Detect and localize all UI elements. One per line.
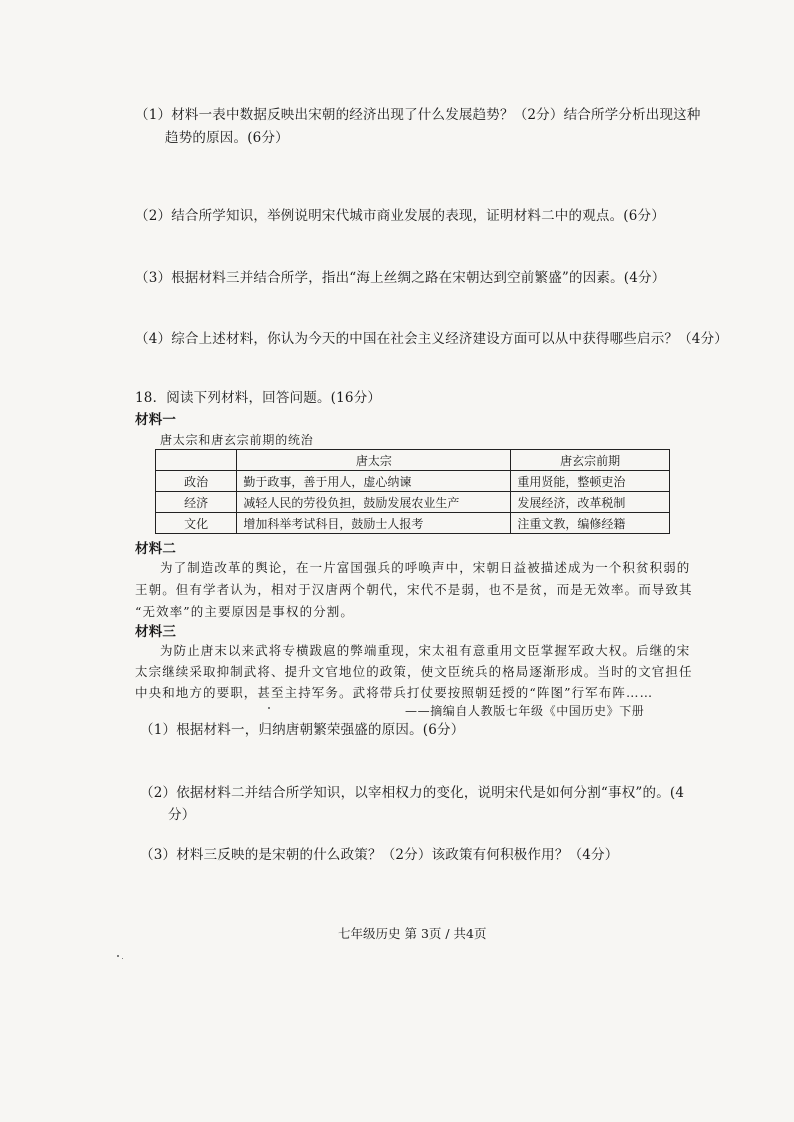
table-row: [156, 471, 670, 492]
table-row: [156, 513, 670, 534]
q17-part2: （2）结合所学知识，举例说明宋代城市商业发展的表现，证明材料二中的观点。(6分）: [135, 208, 665, 224]
scan-speck: [268, 707, 270, 709]
material-3-line: 为防止唐末以来武将专横跋扈的弊端重现，宋太祖有意重用文臣掌握军政大权。后继的宋: [160, 643, 691, 658]
q17-part3: （3）根据材料三并结合所学，指出“海上丝绸之路在宋朝达到空前繁盛”的因素。(4分）: [135, 270, 666, 286]
table-cell: 文化: [156, 513, 237, 534]
q18-question-1: （1）根据材料一，归纳唐朝繁荣强盛的原因。(6分）: [140, 722, 465, 738]
q18-question-2-line2: 分）: [168, 807, 196, 823]
material-3-line: 中央和地方的要职，甚至主持军务。武将带兵打仗要按照朝廷授的“阵图”行军布阵……: [135, 685, 654, 700]
scan-speck: [122, 958, 123, 959]
table-cell: 注重文教，编修经籍: [511, 513, 670, 534]
table-cell: 勤于政事，善于用人，虚心纳谏: [237, 471, 511, 492]
table-cell: 增加科举考试科目，鼓励士人报考: [237, 513, 511, 534]
table-cell: 经济: [156, 492, 237, 513]
table-title: 唐太宗和唐玄宗前期的统治: [160, 433, 314, 447]
comparison-table: [155, 449, 670, 534]
q17-part1-line2: 趋势的原因。(6分）: [165, 130, 289, 146]
table-cell: 重用贤能，整顿吏治: [511, 471, 670, 492]
material-2-line: “无效率”的主要原因是事权的分割。: [135, 604, 354, 619]
table-header-cell: 唐玄宗前期: [511, 450, 670, 471]
material-3-line: 太宗继续采取抑制武将、提升文官地位的政策，使文臣统兵的格局逐渐形成。当时的文官担任: [135, 664, 693, 679]
scan-speck: [117, 955, 119, 957]
q18-header: 18．阅读下列材料，回答问题。(16分）: [135, 390, 382, 406]
material-1-label: 材料一: [135, 412, 177, 428]
table-header-row: [156, 450, 670, 471]
page-footer: 七年级历史 第 3页 / 共4页: [338, 926, 487, 941]
material-3-source: ——摘编自人教版七年级《中国历史》下册: [405, 704, 645, 718]
table-header-cell: [156, 450, 237, 471]
q17-part1-line1: （1）材料一表中数据反映出宋朝的经济出现了什么发展趋势？（2分）结合所学分析出现这种: [135, 107, 701, 123]
table-cell: 减轻人民的劳役负担，鼓励发展农业生产: [237, 492, 511, 513]
table-header-cell: 唐太宗: [237, 450, 511, 471]
q17-part4: （4）综合上述材料，你认为今天的中国在社会主义经济建设方面可以从中获得哪些启示？（4分）: [135, 331, 728, 347]
table-row: [156, 492, 670, 513]
q18-question-2-line1: （2）依据材料二并结合所学知识，以宰相权力的变化，说明宋代是如何分割“事权”的。(4: [140, 785, 685, 801]
material-2-line: 为了制造改革的舆论，在一片富国强兵的呼唤声中，宋朝日益被描述成为一个积贫积弱的: [160, 560, 691, 575]
material-2-line: 王朝。但有学者认为，相对于汉唐两个朝代，宋代不是弱，也不是贫，而是无效率。而导致其: [135, 582, 693, 597]
table-cell: 发展经济，改革税制: [511, 492, 670, 513]
material-2-label: 材料二: [135, 541, 177, 557]
material-3-label: 材料三: [135, 624, 177, 640]
q18-question-3: （3）材料三反映的是宋朝的什么政策？（2分）该政策有何积极作用？（4分）: [140, 847, 619, 863]
table-cell: 政治: [156, 471, 237, 492]
